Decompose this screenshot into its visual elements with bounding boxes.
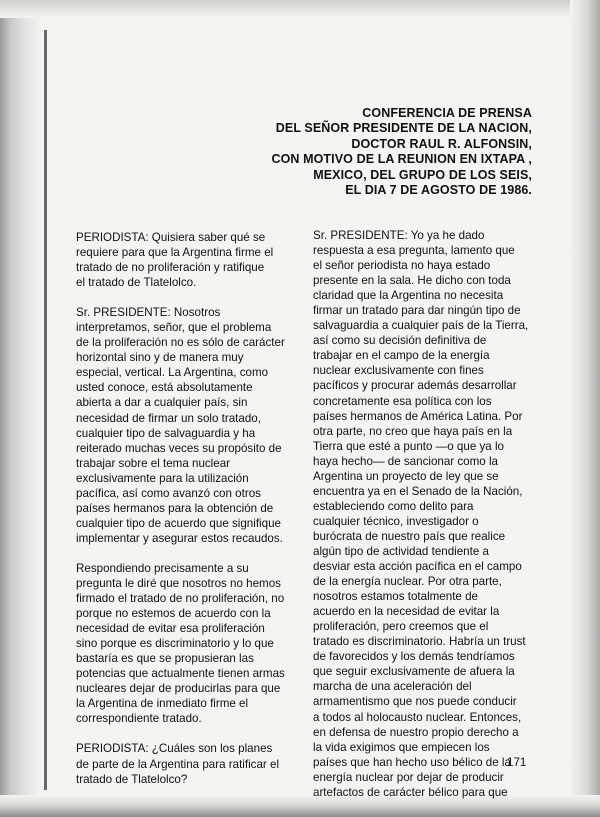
text-line: tratado es discriminatorio. Habría un trust [313,635,526,649]
text-line: proliferación, pero creemos que el [313,620,489,634]
text-line: artefactos de carácter bélico para que [313,785,508,799]
text-line: energía nuclear por dejar de producir [313,770,504,784]
text-line: acuerdo en la necesidad de evitar la [313,605,500,619]
text-line: de favorecidos y los demás tendríamos [313,650,515,664]
text-line: marcha de una aceleración del [313,680,472,694]
text-line: nucleares dejar de producirlas para que [76,682,281,696]
text-line: el señor periodista no haya estado [313,259,491,273]
left-column [76,230,285,802]
text-line: interpretamos, señor, que el problema [76,321,272,335]
text-line: la vida exigimos que empiecen los [313,740,490,754]
text-line: bastaría es que se propusieran las [76,652,254,666]
text-line: armamentismo que nos puede conducir [313,695,517,709]
text-line: Sr. PRESIDENTE: Nosotros [76,306,221,320]
right-column [313,228,531,815]
text-line: encuentra ya en el Senado de la Nación, [313,484,523,498]
binding-edge [44,30,47,790]
text-line: el tratado de Tlatelolco. [76,276,197,290]
text-line: firmado el tratado de no proliferación, no [76,592,285,606]
text-line: implementar y asegurar estos recaudos. [76,531,283,545]
page-number: 171 [507,756,527,769]
text-line: en defensa de nuestro propio derecho a [313,725,519,739]
document-header [192,106,532,198]
paragraph [313,228,531,800]
text-line: requiere para que la Argentina firme el [76,246,274,260]
text-line: potencias que actualmente tienen armas [76,667,285,681]
text-line: especial, vertical. La Argentina, como [76,366,269,380]
paragraph [76,230,282,290]
text-line: estableciendo como delito para [313,499,474,513]
text-line: pregunta le diré que nosotros no hemos [76,576,281,590]
text-line: cualquier tipo de acuerdo que signifique [76,516,281,530]
text-line: abierta a dar a cualquier país, sin [76,396,248,410]
text-line: necesidad de evitar esa proliferación [76,622,265,636]
text-line: porque no estemos de acuerdo con la [76,607,271,621]
text-line: Respondiendo precisamente a su [76,561,249,575]
text-line: Sr. PRESIDENTE: Yo ya he dado [313,229,485,242]
paragraph [76,305,285,546]
header-line: DEL SEÑOR PRESIDENTE DE LA NACION, [275,121,532,136]
paragraph [76,561,285,727]
header-line: CON MOTIVO DE LA REUNION EN IXTAPA , [271,152,532,167]
text-line: cualquier tipo de salvaguardia y ha [76,426,256,440]
text-line: que seguir exclusivamente de afuera la [313,665,515,679]
text-line: horizontal sino y de manera muy [76,351,244,365]
text-line: nosotros estamos totalmente de [313,590,478,604]
scan-shadow-left [0,0,42,817]
text-line: presente en la sala. He dicho con toda [313,274,511,288]
text-line: firmar un tratado para dar ningún tipo de [313,304,521,318]
text-line: salvaguardia a cualquier país de la Tierra, [313,319,529,333]
text-line: países hermanos de América Latina. Por [313,409,523,423]
text-line: sino porque es discriminatorio y lo que [76,637,274,651]
text-line: usted conoce, está absolutamente [76,381,253,395]
text-line: desviar esta acción pacífica en el campo [313,560,522,574]
text-line: de la proliferación no es sólo de carácter [76,336,285,350]
text-line: pacíficos y procurar además desarrollar [313,379,517,393]
text-line: tratado de no proliferación y ratifique [76,261,265,275]
text-line: así como su decisión definitiva de [313,334,487,348]
text-line: de parte de la Argentina para ratificar el [76,757,280,771]
text-line: burócrata de nuestro país que realice [313,529,506,543]
text-line: a todos al holocausto nuclear. Entonces, [313,710,522,724]
text-line: correspondiente tratado. [76,712,202,726]
paragraph [76,741,282,786]
header-line: EL DIA 7 DE AGOSTO DE 1986. [345,183,532,198]
text-line: algún tipo de actividad tendiente a [313,544,489,558]
text-line: PERIODISTA: ¿Cuáles son los planes [76,742,273,756]
text-line: reiterado muchas veces su propósito de [76,441,282,455]
scan-shadow-right [570,0,600,817]
header-line: DOCTOR RAUL R. ALFONSIN, [351,136,532,151]
text-line: países hermanos para la obtención de [76,501,274,515]
text-line: Argentina un proyecto de ley que se [313,469,499,483]
text-line: la Argentina de inmediato firme el [76,697,249,711]
text-line: haya hecho— de sancionar como la [313,454,498,468]
header-line: MEXICO, DEL GRUPO DE LOS SEIS, [313,167,532,182]
text-line: exclusivamente para la utilización [76,471,249,485]
text-line: necesidad de firmar un solo tratado, [76,411,261,425]
text-line: de la energía nuclear. Por otra parte, [313,575,502,589]
text-line: países que han hecho uso bélico de la [313,755,511,769]
text-line: otra parte, no creo que haya país en la [313,424,513,438]
text-line: PERIODISTA: Quisiera saber qué se [76,231,266,244]
text-line: trabajar en el campo de la energía [313,349,490,363]
text-line: trabajar sobre el tema nuclear [76,456,231,470]
text-line: nuclear exclusivamente con fines [313,364,484,378]
text-line: Tierra que esté a punto —o que ya lo [313,439,504,453]
text-line: pacífica, así como avanzó con otros [76,486,261,500]
text-line: tratado de Tlatelolco? [76,772,188,786]
scan-shadow-top [0,0,600,18]
text-line: concretamente esa política con los [313,394,492,408]
text-line: claridad que la Argentina no necesita [313,289,504,303]
text-line: respuesta a esa pregunta, lamento que [313,244,515,258]
header-line: CONFERENCIA DE PRENSA [362,106,532,120]
text-line: cualquier técnico, investigador o [313,514,479,528]
